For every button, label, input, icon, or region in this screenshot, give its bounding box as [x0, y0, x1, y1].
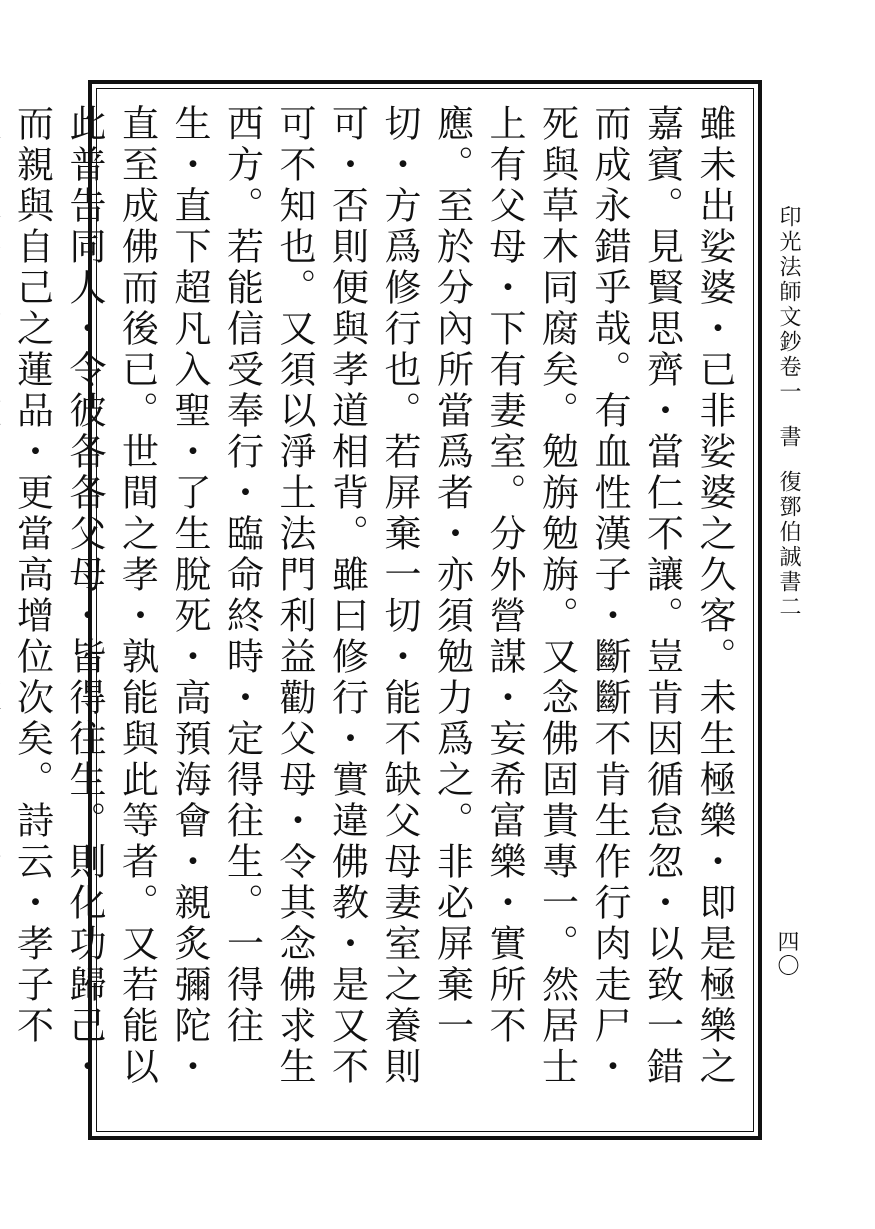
running-header	[773, 205, 804, 685]
page-number: 四〇	[774, 930, 799, 978]
body-text: 雖未出娑婆・已非娑婆之久客。未生極樂・即是極樂之嘉賓。見賢思齊・當仁不讓。豈肯因循怠忽・以致一錯而成永錯乎哉。有血性漢子・斷斷不肯生作行肉走尸・死與草木同腐矣。勉旃勉旃。又念佛固貴專一。然居士上有父母・下有妻室。分外營謀・妄希富樂・實所不應。至於分內所當爲者・亦須勉力爲之。非必屏棄一切・方爲修行也。若屏棄一切・能不缺父母妻室之養則可・否則便與孝道相背。雖曰修行・實違佛教・是又不可不知也。又須以淨土法門利益勸父母・令其念佛求生西方。若能信受奉行・臨命終時・定得往生。一得往生・直下超凡入聖・了生脫死・高預海會・親炙彌陀・直至成佛而後已。世間之孝・孰能與此等者。又若能以此普告同人・令彼各各父母・皆得往生。則化功歸己・而親與自己之蓮品・更當高增位次矣。詩云・孝子不	[10, 104, 736, 1088]
chapter-title: 復鄧伯誠書二	[776, 470, 801, 620]
book-title: 印光法師文鈔卷一	[776, 205, 801, 405]
section-label: 書	[776, 425, 801, 450]
